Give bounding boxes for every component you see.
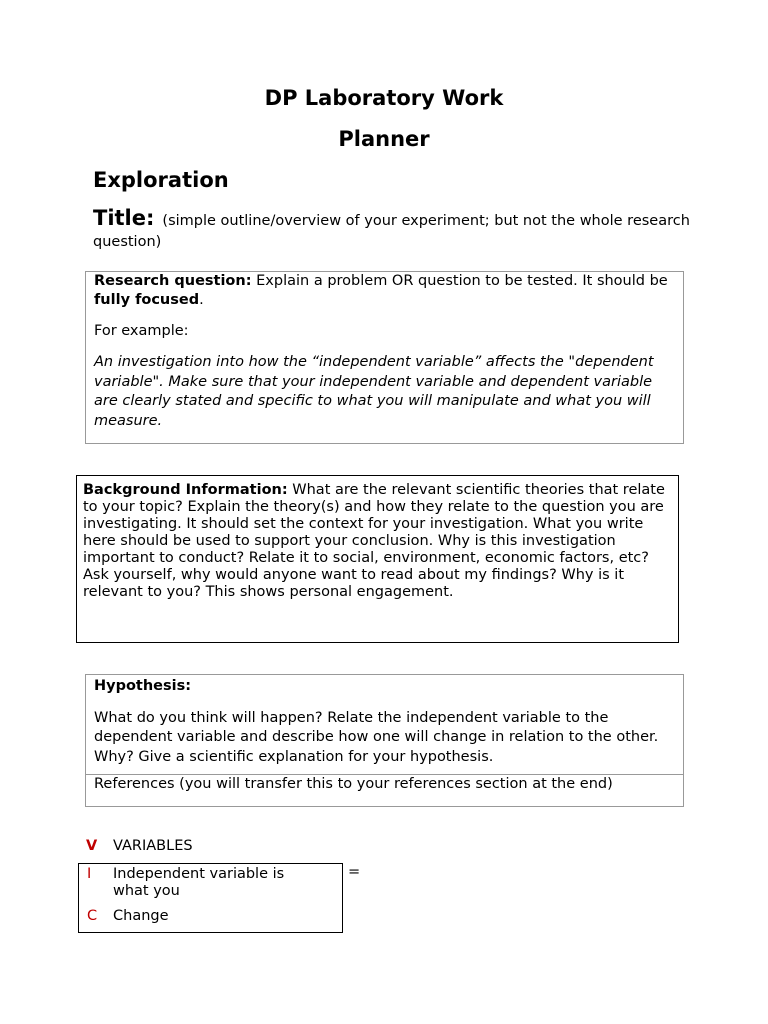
independent-variable-text: Independent variable is what you (113, 866, 285, 899)
hypothesis-text: What do you think will happen? Relate the independent variable to the dependent variable and describe how one will change in relation to the other. Why? Give a scientific explanation for your hypothesis. (94, 709, 659, 766)
i-letter: I (87, 866, 92, 882)
document-title-line-1: DP Laboratory Work (264, 86, 504, 110)
c-letter: C (87, 908, 98, 924)
title-hint: (simple outline/overview of your experiment; but not the whole research question) (93, 213, 690, 250)
research-question-intro (94, 272, 675, 310)
background-label: Background Information: (83, 482, 288, 498)
research-question-label: Research question: (94, 273, 252, 289)
hypothesis-box (85, 674, 684, 807)
document-title-line-2: Planner (338, 127, 430, 151)
title-field (93, 208, 693, 253)
research-question-emphasis: fully focused (94, 292, 200, 308)
background-information-box (76, 475, 679, 643)
example-label: For example: (94, 323, 189, 339)
hypothesis-cell (86, 675, 683, 775)
v-letter: V (86, 838, 98, 854)
background-text: What are the relevant scientific theories that relate to your topic? Explain the theory(s) and how they relate to the question you are investigating. It should set the context for your investigation. What you write here should be used to support your conclusion. Why is this investigation important to conduct? Relate it to social, environment, economic factors, etc? Ask yourself, why would anyone want to read about my findings? Why is it relevant to you? This shows personal engagement. (83, 482, 665, 600)
hypothesis-label: Hypothesis: (94, 678, 192, 694)
references-cell: References (you will transfer this to your references section at the end) (94, 776, 613, 792)
variables-heading: VARIABLES (113, 838, 193, 854)
equals-sign: = (348, 864, 361, 880)
research-question-text-a: Explain a problem OR question to be tested. It should be (251, 273, 668, 289)
change-text: Change (113, 908, 169, 924)
variables-table (78, 863, 343, 933)
title-label: Title: (93, 206, 155, 230)
section-heading-exploration: Exploration (93, 168, 229, 192)
example-text: An investigation into how the “independent variable” affects the "dependent variable". Make sure that your independent variable and dependent variable are clearly stated and specific to what you will manipulate and what you will measure. (94, 354, 654, 430)
research-question-text-b: . (199, 292, 204, 308)
research-question-box (85, 271, 684, 444)
